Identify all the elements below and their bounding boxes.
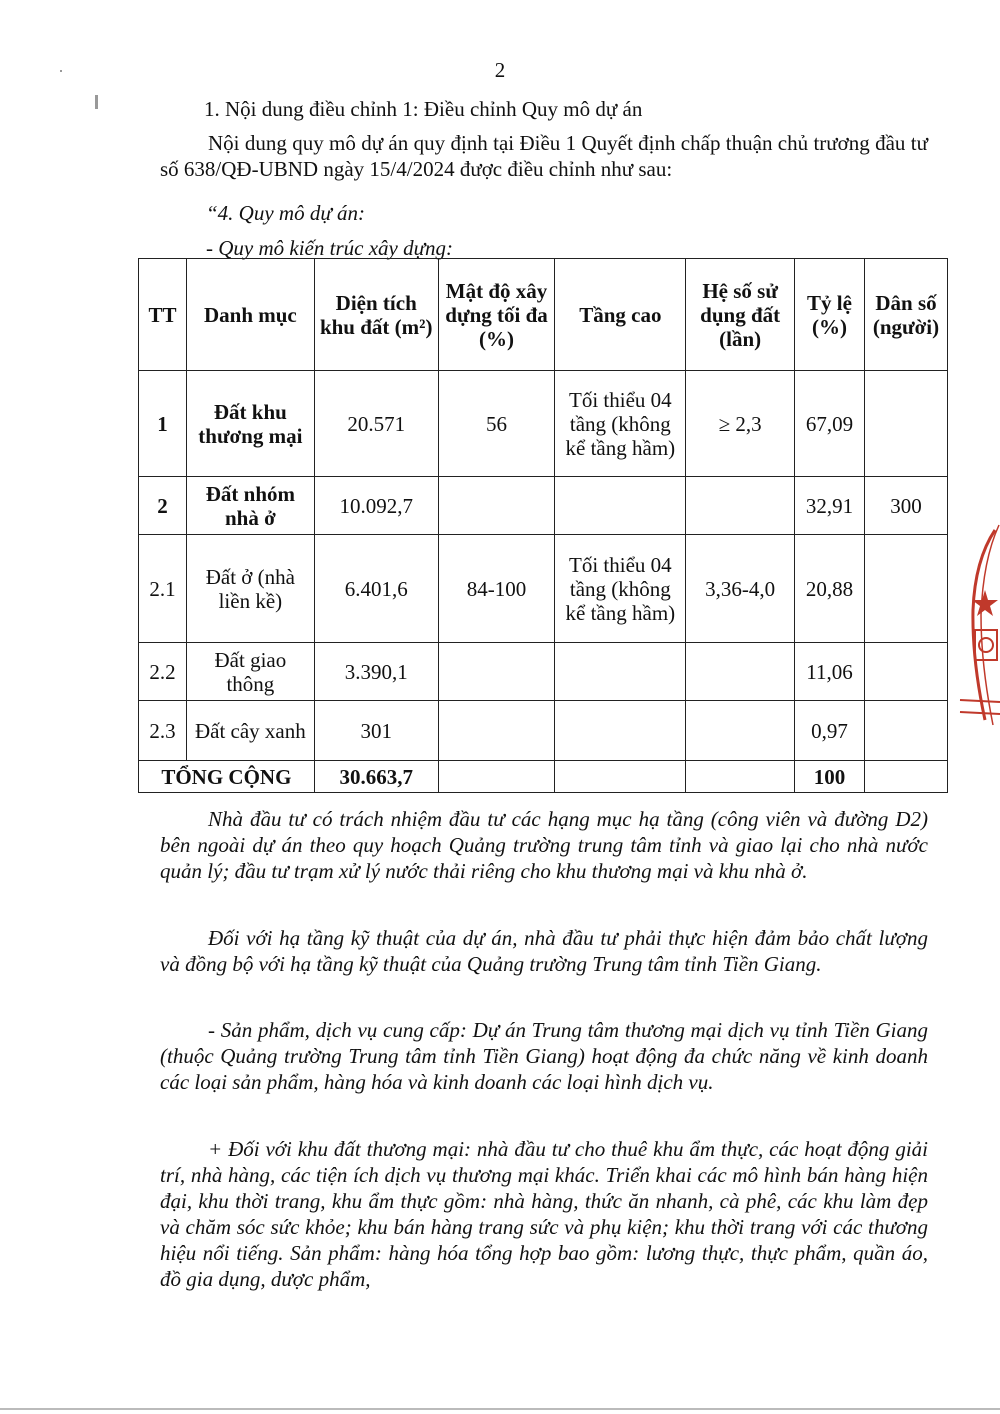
cell-tt: 1 [139, 371, 187, 477]
header-population: Dân số (người) [864, 259, 947, 371]
header-category: Danh mục [186, 259, 314, 371]
red-seal-stamp [955, 520, 1000, 740]
cell-ratio: 11,06 [795, 643, 865, 701]
cell-far: 3,36-4,0 [686, 535, 795, 643]
total-empty [686, 761, 795, 793]
cell-floors: Tối thiểu 04 tầng (không kể tầng hầm) [555, 371, 686, 477]
cell-density [438, 643, 555, 701]
table-header-row [139, 259, 948, 371]
cell-area: 301 [314, 701, 438, 761]
cell-area: 10.092,7 [314, 477, 438, 535]
cell-ratio: 67,09 [795, 371, 865, 477]
header-floors: Tầng cao [555, 259, 686, 371]
table-row [139, 371, 948, 477]
cell-tt: 2.1 [139, 535, 187, 643]
cell-far [686, 701, 795, 761]
table-row [139, 535, 948, 643]
cell-category: Đất giao thông [186, 643, 314, 701]
cell-population [864, 371, 947, 477]
cell-category: Đất nhóm nhà ở [186, 477, 314, 535]
table-row [139, 643, 948, 701]
table-row [139, 701, 948, 761]
cell-population [864, 643, 947, 701]
page-number: 2 [494, 58, 506, 82]
cell-population [864, 701, 947, 761]
cell-floors: Tối thiểu 04 tầng (không kể tầng hầm) [555, 535, 686, 643]
cell-category: Đất khu thương mại [186, 371, 314, 477]
section-heading: 1. Nội dung điều chỉnh 1: Điều chỉnh Quy mô dự án [204, 97, 643, 121]
quote-start: “4. Quy mô dự án: [206, 201, 366, 225]
cell-density: 56 [438, 371, 555, 477]
cell-floors [555, 701, 686, 761]
total-area: 30.663,7 [314, 761, 438, 793]
table-row [139, 477, 948, 535]
cell-ratio: 20,88 [795, 535, 865, 643]
cell-far: ≥ 2,3 [686, 371, 795, 477]
cell-ratio: 32,91 [795, 477, 865, 535]
cell-tt: 2.3 [139, 701, 187, 761]
header-tt: TT [139, 259, 187, 371]
cell-far [686, 477, 795, 535]
scan-artifact [95, 95, 98, 109]
scale-table [138, 258, 948, 793]
cell-tt: 2 [139, 477, 187, 535]
cell-density [438, 477, 555, 535]
total-empty [438, 761, 555, 793]
cell-area: 6.401,6 [314, 535, 438, 643]
cell-far [686, 643, 795, 701]
cell-floors [555, 643, 686, 701]
cell-category: Đất ở (nhà liền kề) [186, 535, 314, 643]
subheading: - Quy mô kiến trúc xây dựng: [206, 236, 454, 260]
cell-ratio: 0,97 [795, 701, 865, 761]
cell-tt: 2.2 [139, 643, 187, 701]
cell-category: Đất cây xanh [186, 701, 314, 761]
paragraph-products: - Sản phẩm, dịch vụ cung cấp: Dự án Trung tâm thương mại dịch vụ tỉnh Tiền Giang (thuộc Quảng trường Trung tâm tỉnh Tiền Giang) hoạt động đa chức năng về kinh doanh các loại sản phẩm, hàng hóa và kinh doanh các loại hình dịch vụ. [160, 1018, 928, 1094]
total-label: TỔNG CỘNG [139, 761, 315, 793]
cell-density [438, 701, 555, 761]
cell-floors [555, 477, 686, 535]
cell-density: 84-100 [438, 535, 555, 643]
total-empty [864, 761, 947, 793]
paragraph-technical: Đối với hạ tầng kỹ thuật của dự án, nhà đầu tư phải thực hiện đảm bảo chất lượng và đồng bộ với hạ tầng kỹ thuật của Quảng trường Trung tâm tỉnh Tiền Giang. [160, 926, 928, 976]
cell-area: 3.390,1 [314, 643, 438, 701]
header-area: Diện tích khu đất (m²) [314, 259, 438, 371]
total-empty [555, 761, 686, 793]
intro-paragraph: Nội dung quy mô dự án quy định tại Điều 1 Quyết định chấp thuận chủ trương đầu tư số 638/QĐ-UBND ngày 15/4/2024 được điều chỉnh như sau: [160, 131, 928, 181]
cell-population: 300 [864, 477, 947, 535]
cell-population [864, 535, 947, 643]
header-far: Hệ số sử dụng đất (lần) [686, 259, 795, 371]
paragraph-commercial: + Đối với khu đất thương mại: nhà đầu tư cho thuê khu ẩm thực, các hoạt động giải trí, nhà hàng, các tiện ích dịch vụ thương mại khác. Triển khai các mô hình bán hàng hiện đại, khu thời trang, khu ẩm thực gồm: nhà hàng, thức ăn nhanh, cà phê, các khu làm đẹp và chăm sóc sức khỏe; khu bán hàng trang sức và phụ kiện; khu thời trang với các thương hiệu nổi tiếng. Sản phẩm: hàng hóa tổng hợp bao gồm: lương thực, thực phẩm, quần áo, đồ gia dụng, dược phẩm, [160, 1137, 928, 1291]
total-ratio: 100 [795, 761, 865, 793]
scan-edge [0, 1408, 1000, 1410]
header-density: Mật độ xây dựng tối đa (%) [438, 259, 555, 371]
table-total-row [139, 761, 948, 793]
cell-area: 20.571 [314, 371, 438, 477]
header-ratio: Tỷ lệ (%) [795, 259, 865, 371]
paragraph-infrastructure: Nhà đầu tư có trách nhiệm đầu tư các hạng mục hạ tầng (công viên và đường D2) bên ngoài dự án theo quy hoạch Quảng trường trung tâm tỉnh và giao lại cho nhà nước quản lý; đầu tư trạm xử lý nước thải riêng cho khu thương mại và khu nhà ở. [160, 807, 928, 883]
